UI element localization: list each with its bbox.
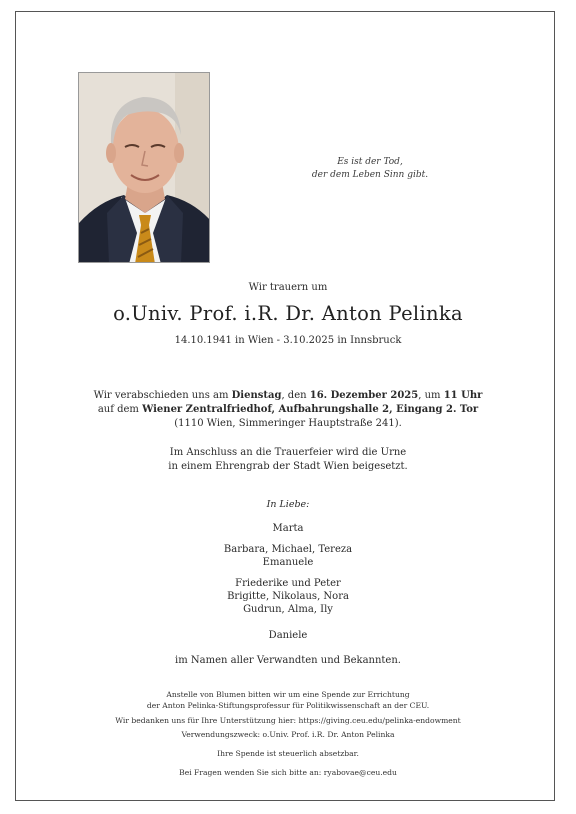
- donation-line: Anstelle von Blumen bitten wir um eine Spende zur Errichtung: [166, 690, 410, 699]
- text-bold: Dienstag: [231, 390, 282, 401]
- text-bold: Wiener Zentralfriedhof, Aufbahrungshalle 2, Eingang 2. Tor: [142, 404, 479, 415]
- text: Wir verabschieden uns am: [93, 390, 232, 401]
- deceased-name: o.Univ. Prof. i.R. Dr. Anton Pelinka: [113, 302, 463, 325]
- urn-line: Im Anschluss an die Trauerfeier wird die Urne: [169, 447, 407, 458]
- urn-paragraph: [60, 446, 516, 474]
- text: und: [288, 578, 314, 589]
- family-line: Brigitte, Nikolaus, Nora: [227, 591, 349, 602]
- urn-line: in einem Ehrengrab der Stadt Wien beigesetzt.: [168, 461, 408, 472]
- family-group-1: Marta: [272, 523, 304, 534]
- farewell-line-1: [60, 389, 516, 403]
- motto-line: Es ist der Tod,: [337, 157, 403, 167]
- donation-line: der Anton Pelinka-Stiftungsprofessur für Politikwissenschaft an der CEU.: [146, 701, 430, 710]
- text: auf dem: [97, 404, 143, 415]
- contact-email-note[interactable]: Bei Fragen wenden Sie sich bitte an: ryabovae@ceu.edu: [179, 768, 397, 777]
- portrait-photo: [78, 72, 210, 263]
- text: , den: [281, 390, 310, 401]
- farewell-line-2: [60, 403, 516, 417]
- family-closing: im Namen aller Verwandten und Bekannten.: [175, 655, 401, 666]
- mourning-intro: Wir trauern um: [248, 282, 328, 293]
- family-line: Emanuele: [262, 557, 314, 568]
- thanks-link-note[interactable]: Wir bedanken uns für Ihre Unterstützung hier: https://giving.ceu.edu/pelinka-endowment: [115, 716, 461, 725]
- motto-quote: [270, 156, 470, 182]
- family-group-3: [60, 577, 516, 616]
- farewell-paragraph: [60, 389, 516, 431]
- donation-note: [60, 689, 516, 711]
- text: Friederike: [235, 578, 289, 589]
- purpose-note: Verwendungszweck: o.Univ. Prof. i.R. Dr. Anton Pelinka: [181, 730, 395, 739]
- in-love-label: In Liebe:: [266, 499, 310, 510]
- family-group-4: Daniele: [268, 630, 308, 641]
- family-group-2: [60, 543, 516, 569]
- farewell-line-3: (1110 Wien, Simmeringer Hauptstraße 241).: [174, 418, 402, 429]
- life-dates: 14.10.1941 in Wien - 3.10.2025 in Innsbruck: [174, 335, 402, 346]
- text-bold: 11 Uhr: [443, 390, 483, 401]
- family-line: Gudrun, Alma, Ily: [243, 604, 333, 615]
- text: Peter: [313, 578, 341, 589]
- text-bold: 16. Dezember 2025: [309, 390, 419, 401]
- tax-note: Ihre Spende ist steuerlich absetzbar.: [217, 749, 359, 758]
- family-line: [60, 577, 516, 590]
- family-line: Barbara, Michael, Tereza: [223, 544, 353, 555]
- text: , um: [418, 390, 444, 401]
- motto-line: der dem Leben Sinn gibt.: [311, 170, 429, 180]
